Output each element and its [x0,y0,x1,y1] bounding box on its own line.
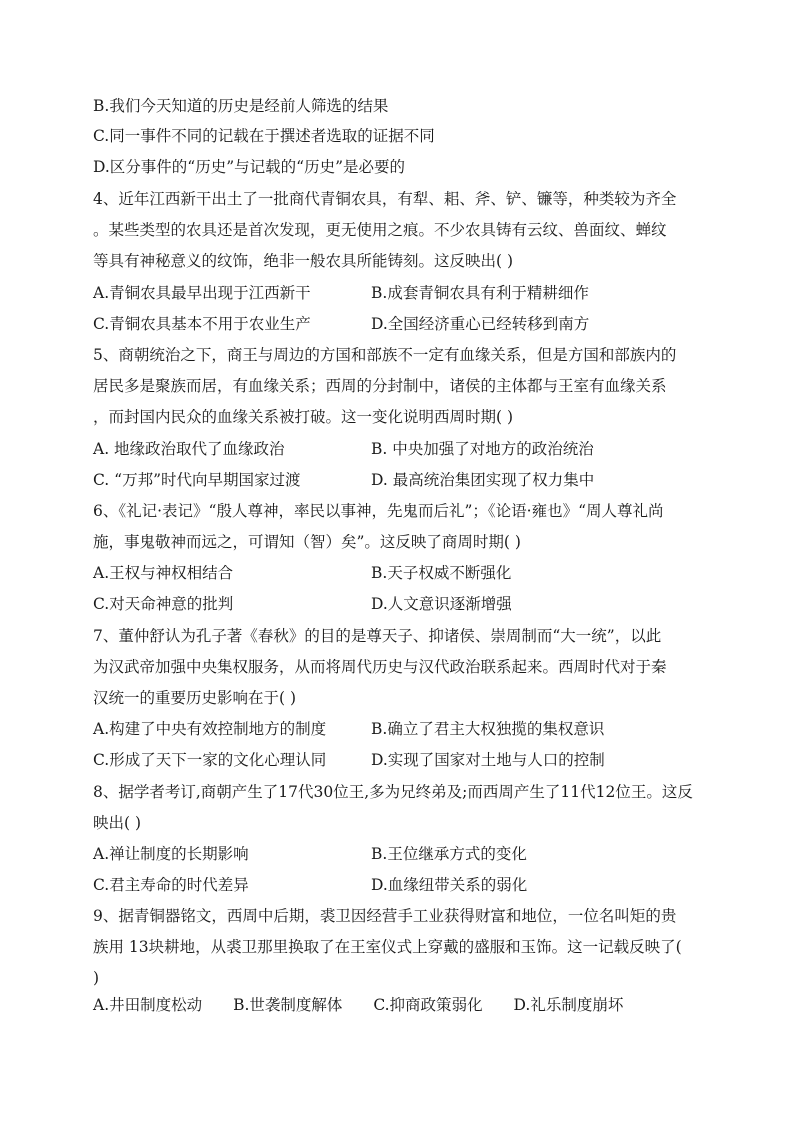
q5-stem-line-3: ，而封国内民众的血缘关系被打破。这一变化说明西周时期( ) [93,408,514,426]
q5-stem-line-1: 5、商朝统治之下，商王与周边的方国和部族不一定有血缘关系，但是方国和部族内的 [93,346,677,364]
q9-option-b: B.世袭制度解体 [233,996,343,1014]
q6-options-row-2 [93,593,705,615]
q8-option-d: D.血缘纽带关系的弱化 [371,876,528,894]
q3-option-b: B.我们今天知道的历史是经前人筛选的结果 [93,97,389,115]
q3-option-c: C.同一事件不同的记载在于撰述者选取的证据不同 [93,127,435,145]
q8-option-b: B.王位继承方式的变化 [371,845,527,863]
q7-option-b: B.确立了君主大权独揽的集权意识 [371,720,605,738]
q4-options-row-2 [93,313,705,335]
q4-option-a: A.青铜农具最早出现于江西新干 [93,284,311,302]
q8-stem-line-1: 8、据学者考订,商朝产生了17代30位王,多为兄终弟及;而西周产生了11代12位王。这反 [93,783,693,801]
q6-option-b: B.天子权威不断强化 [371,564,512,582]
q6-stem-line-1: 6、《礼记·表记》“殷人尊神，率民以事神，先鬼而后礼”；《论语·雍也》“周人尊礼尚 [93,502,664,520]
q6-option-d: D.人文意识逐渐增强 [371,595,512,613]
q5-stem-line-2: 居民多是聚族而居，有血缘关系；西周的分封制中，诸侯的主体都与王室有血缘关系 [93,377,667,395]
q9-stem-line-2: 族用 13块耕地，从裘卫那里换取了在王室仪式上穿戴的盛服和玉饰。这一记载反映了( [93,938,682,956]
q8-options-row-2 [93,874,705,896]
q9-options-row [93,994,705,1016]
q7-options-row-1 [93,718,705,740]
q6-options-row-1 [93,562,705,584]
q5-option-b: B. 中央加强了对地方的政治统治 [371,440,594,458]
q7-option-a: A.构建了中央有效控制地方的制度 [93,720,327,738]
q4-option-d: D.全国经济重心已经转移到南方 [371,315,590,333]
q4-option-b: B.成套青铜农具有利于精耕细作 [371,284,589,302]
q7-options-row-2 [93,749,705,771]
q9-option-d: D.礼乐制度崩坏 [513,996,624,1014]
q5-options-row-2 [93,469,705,491]
q7-option-d: D.实现了国家对土地与人口的控制 [371,751,605,769]
q7-stem-line-2: 为汉武帝加强中央集权服务，从而将周代历史与汉代政治联系起来。西周时代对于秦 [93,658,667,676]
q8-stem-line-2: 映出( ) [93,814,142,832]
q4-options-row-1 [93,282,705,304]
q5-option-c: C. “万邦”时代向早期国家过渡 [93,471,301,489]
q8-options-row-1 [93,843,705,865]
q4-stem-line-1: 4、近年江西新干出土了一批商代青铜农具，有犁、耜、斧、铲、镰等，种类较为齐全 [93,190,677,208]
q9-stem-line-3: ) [93,969,100,987]
q7-option-c: C.形成了天下一家的文化心理认同 [93,751,327,769]
q9-option-a: A.井田制度松动 [93,996,203,1014]
q7-stem-line-3: 汉统一的重要历史影响在于( ) [93,689,297,707]
q6-option-c: C.对天命神意的批判 [93,595,234,613]
q5-option-a: A. 地缘政治取代了血缘政治 [93,440,285,458]
q6-stem-line-2: 施，事鬼敬神而远之，可谓知（智）矣”。这反映了商周时期( ) [93,533,521,551]
q3-option-d: D.区分事件的“历史”与记载的“历史”是必要的 [93,158,405,176]
q5-options-row-1 [93,438,705,460]
q8-option-a: A.禅让制度的长期影响 [93,845,249,863]
q6-option-a: A.王权与神权相结合 [93,564,234,582]
q8-option-c: C.君主寿命的时代差异 [93,876,249,894]
q7-stem-line-1: 7、董仲舒认为孔子著《春秋》的目的是尊天子、抑诸侯、崇周制而“大一统”，以此 [93,627,662,645]
q4-option-c: C.青铜农具基本不用于农业生产 [93,315,311,333]
q9-stem-line-1: 9、据青铜器铭文，西周中后期，裘卫因经营手工业获得财富和地位，一位名叫矩的贵 [93,907,677,925]
q4-stem-line-3: 等具有神秘意义的纹饰，绝非一般农具所能铸刻。这反映出( ) [93,252,514,270]
q9-option-c: C.抑商政策弱化 [373,996,483,1014]
q5-option-d: D. 最高统治集团实现了权力集中 [371,471,595,489]
q4-stem-line-2: 。某些类型的农具还是首次发现，更无使用之痕。不少农具铸有云纹、兽面纹、蝉纹 [93,221,667,239]
